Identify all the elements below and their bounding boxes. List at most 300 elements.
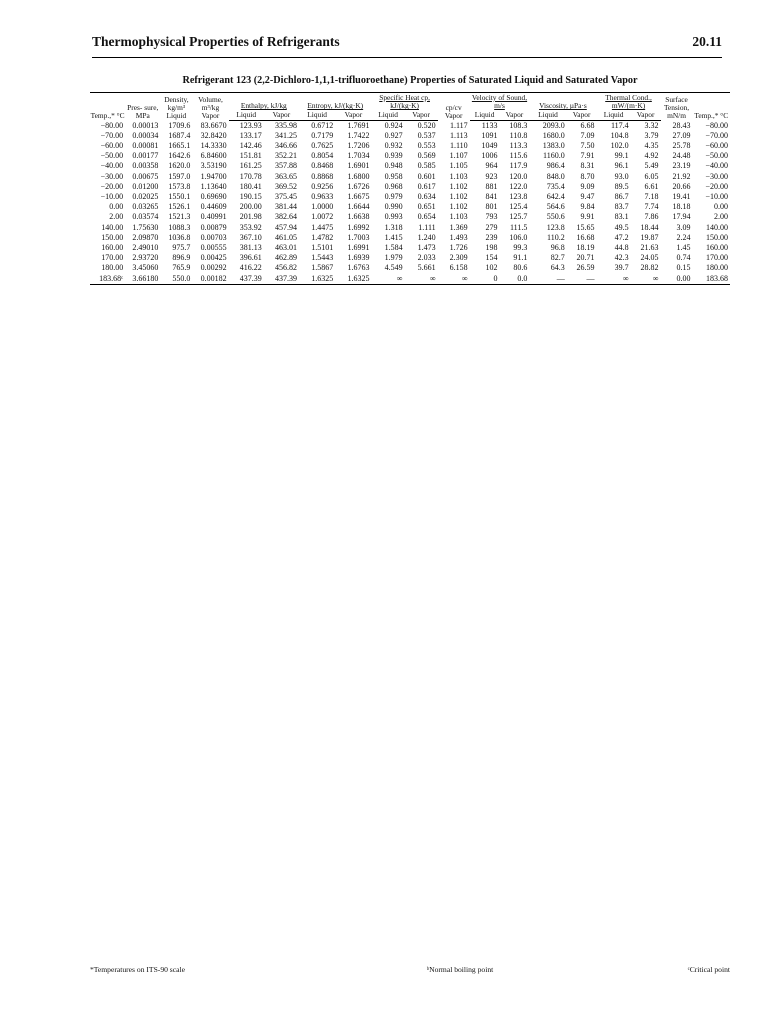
table-cell: 5.49 [644,160,659,170]
table-cell: 550.0 [160,273,192,285]
table-cell: 39.7 [614,262,629,272]
table-cell: 1.6726 [347,181,370,191]
table-cell: 0.40991 [200,211,227,221]
table-cell: 1.45 [676,242,691,252]
table-cell: 896.9 [172,252,191,262]
sub-liquid: Liquid [470,111,500,121]
col-velocity: Velocity of Sound, m/s [471,93,528,111]
table-cell: −60.00 [705,140,728,150]
table-cell: 462.89 [275,252,297,262]
table-cell: 86.7 [614,191,629,201]
table-cell: 1.110 [449,140,468,150]
table-cell: 1.7206 [347,140,370,150]
table-cell: ∞ [631,273,661,285]
table-cell: 1.7003 [347,232,370,242]
table-cell: 352.21 [275,150,297,160]
table-cell: 102.0 [610,140,629,150]
col-enthalpy: Enthalpy, kJ/kg [240,101,287,111]
col-surface-tension: Surface Tension, mN/m [663,94,690,121]
table-cell: 5.661 [417,262,436,272]
table-cell: 0.9256 [311,181,334,191]
table-cell: 1.369 [449,222,468,232]
table-cell: 1.6763 [347,262,370,272]
table-cell: 0.968 [384,181,403,191]
table-cell: 93.0 [614,171,629,181]
col-temp-right: Temp.,* °C [694,111,729,121]
table-cell: 986.4 [546,160,565,170]
table-cell: 150.00 [706,232,728,242]
header-row-1 [90,93,730,111]
table-cell: 83.1 [614,211,629,221]
table-cell: 17.94 [672,211,691,221]
table-cell: 6.61 [644,181,659,191]
table-cell: 975.7 [172,242,191,252]
table-cell: 117.9 [509,160,528,170]
table-cell: 1.0000 [311,201,334,211]
table-cell: 4.35 [644,140,659,150]
table-cell: 457.94 [275,222,297,232]
table-cell: 1.473 [417,242,436,252]
table-cell: 201.98 [239,211,262,221]
table-cell: 115.6 [509,150,528,160]
table-cell: 0.924 [384,120,403,130]
table-cell: 375.45 [275,191,297,201]
table-cell: 793 [485,211,498,221]
table-cell: 102 [485,262,498,272]
col-entropy: Entropy, kJ/(kg·K) [307,101,364,111]
table-cell: 150.00 [101,232,124,242]
sub-liquid: Liquid [597,111,631,121]
sub-liquid: Liquid [529,111,566,121]
table-cell: 1.103 [449,211,468,221]
table-row [90,171,730,182]
table-cell: 0.654 [417,211,436,221]
table-cell: 0.00425 [200,252,227,262]
table-cell: 765.9 [172,262,191,272]
table-cell: 21.63 [640,242,659,252]
page-number: 20.11 [692,34,722,49]
table-cell: 18.18 [672,201,691,211]
table-cell: 2.49010 [132,242,159,252]
sub-vapor: Vapor [335,111,371,121]
table-cell: 7.91 [580,150,595,160]
table-cell: 47.2 [614,232,629,242]
table-cell: 82.7 [550,252,565,262]
table-cell: 381.13 [239,242,262,252]
table-cell: 1.6991 [347,242,370,252]
table-cell: 279 [485,222,498,232]
table-cell: 357.88 [275,160,297,170]
table-cell: 353.92 [239,222,262,232]
table-cell: 19.41 [672,191,691,201]
table-cell: 0.74 [676,252,691,262]
table-cell: 0.8054 [311,150,334,160]
table-cell: 6.84600 [200,150,227,160]
sub-liquid: Liquid [299,111,335,121]
table-cell: 0.9633 [311,191,334,201]
table-row [90,253,730,263]
table-row [90,182,730,192]
table-cell: 0.990 [384,201,403,211]
table-cell: 7.86 [644,211,659,221]
col-pressure: Pres- sure, MPa [127,102,159,121]
table-cell: — [529,273,566,285]
table-cell: 1.117 [449,120,468,130]
table-cell: 140.00 [706,222,728,232]
table-cell: −50.00 [100,150,124,160]
table-cell: 19.87 [640,232,659,242]
table-cell: 24.48 [672,150,691,160]
table-cell: 0.00675 [132,171,159,181]
table-cell: 117.4 [610,120,629,130]
col-specific-heat: Specific Heat cp, kJ/(kg·K) [379,93,430,111]
table-caption: Refrigerant 123 (2,2-Dichloro-1,1,1-trifluoroethane) Properties of Saturated Liquid and Saturated Vapor [182,75,638,86]
table-cell: 7.09 [580,130,595,140]
table-cell: 335.98 [275,120,297,130]
table-cell: 4.92 [644,150,659,160]
table-cell: 123.8 [546,222,565,232]
table-cell: −60.00 [100,140,124,150]
table-cell: 20.66 [672,181,691,191]
table-cell: 1665.1 [168,140,191,150]
table-cell: 0.932 [384,140,403,150]
table-cell: 437.39 [264,273,299,285]
table-cell: 15.65 [576,222,595,232]
table-cell: 461.05 [275,232,297,242]
table-cell: 1.6325 [335,273,371,285]
table-cell: 848.0 [546,171,565,181]
table-cell: −20.00 [100,181,124,191]
table-cell: 1680.0 [542,130,565,140]
table-cell: 0.01200 [132,181,159,191]
table-cell: ∞ [597,273,631,285]
table-cell: 9.09 [580,181,595,191]
table-cell: 183.68 [693,273,730,285]
table-cell: 0.617 [417,181,436,191]
table-cell: 1709.6 [168,120,191,130]
table-cell: 1.493 [449,232,468,242]
table-cell: 8.31 [580,160,595,170]
table-row [90,233,730,243]
table-cell: 24.05 [640,252,659,262]
table-cell: 463.01 [275,242,297,252]
table-row [90,243,730,253]
table-cell: 9.84 [580,201,595,211]
table-cell: 120.0 [509,171,528,181]
table-cell: 3.79 [644,130,659,140]
table-cell: 0.00 [661,273,693,285]
table-cell: 123.93 [239,120,262,130]
table-cell: 381.44 [275,201,297,211]
table-cell: 2.309 [449,252,468,262]
table-cell: 91.1 [513,252,528,262]
col-thermal-cond: Thermal Cond., mW/(m·K) [605,93,652,111]
table-cell: 151.81 [239,150,262,160]
table-cell: 1.102 [449,201,468,211]
table-cell: 1.6939 [347,252,370,262]
table-cell: 2.033 [417,252,436,262]
col-viscosity: Viscosity, µPa·s [539,101,587,111]
sub-vapor: Vapor [500,111,530,121]
table-cell: 123.8 [509,191,528,201]
table-cell: −70.00 [705,130,728,140]
table-row [90,192,730,202]
table-cell: 25.78 [672,140,691,150]
table-cell: 0.00 [714,201,728,211]
table-cell: 9.91 [580,211,595,221]
table-cell: 0.03574 [132,211,159,221]
table-cell: −30.00 [705,171,728,181]
table-cell: 1550.1 [168,191,191,201]
table-cell: 122.0 [509,181,528,191]
table-footnotes [90,965,730,974]
table-cell: 2.09870 [132,232,159,242]
table-cell: 161.25 [239,160,262,170]
table-cell: 200.00 [239,201,262,211]
table-cell: 1521.3 [168,211,191,221]
table-cell: 2.93720 [132,252,159,262]
table-cell: 23.19 [672,160,691,170]
table-cell: 1160.0 [542,150,565,160]
table-cell: 0.993 [384,211,403,221]
table-cell: 49.5 [614,222,629,232]
table-cell: 0.537 [417,130,436,140]
table-cell: 6.05 [644,171,659,181]
table-cell: −80.00 [705,120,728,130]
table-cell: 1.105 [449,160,468,170]
table-cell: 0.569 [417,150,436,160]
table-cell: 0.03265 [132,201,159,211]
table-cell: ∞ [405,273,438,285]
table-cell: 125.7 [509,211,528,221]
table-cell: 0.585 [417,160,436,170]
table-cell: 3.66180 [125,273,160,285]
table-cell: 1.584 [384,242,403,252]
table-cell: 1006 [481,150,498,160]
table-cell: 1.13640 [200,181,227,191]
table-cell: 382.64 [275,211,297,221]
table-cell: 99.1 [614,150,629,160]
table-cell: 0.00034 [132,130,159,140]
table-cell: 3.09 [676,222,691,232]
col-volume: Volume, m³/kg Vapor [198,94,223,121]
table-cell: 99.3 [513,242,528,252]
header-rule [92,57,722,58]
table-row [90,222,730,233]
table-cell: 1.5867 [311,262,334,272]
table-cell: 1.6638 [347,211,370,221]
table-row [90,131,730,141]
table-cell: 180.00 [706,262,728,272]
table-cell: 42.3 [614,252,629,262]
table-cell: 113.3 [509,140,528,150]
table-cell: 0.00 [109,201,124,211]
table-cell: 27.09 [672,130,691,140]
table-cell: 0.00182 [192,273,228,285]
sub-vapor: Vapor [567,111,597,121]
table-cell: 642.4 [546,191,565,201]
table-cell: 0.651 [417,201,436,211]
table-cell: 239 [485,232,498,242]
table-cell: 1.7691 [347,120,370,130]
table-cell: 1.6800 [347,171,370,181]
table-cell: 1620.0 [168,160,191,170]
table-cell: 1.240 [417,232,436,242]
table-cell: 180.41 [239,181,262,191]
table-cell: 0.979 [384,191,403,201]
table-cell: 1642.6 [168,150,191,160]
table-cell: 1.726 [449,242,468,252]
table-cell: 1088.3 [168,222,191,232]
table-cell: 923 [485,171,498,181]
table-cell: 1.979 [384,252,403,262]
table-cell: 170.00 [706,252,728,262]
table-cell: 801 [485,201,498,211]
table-cell: 1.103 [449,171,468,181]
table-cell: −40.00 [705,160,728,170]
table-cell: 190.15 [239,191,262,201]
table-cell: 1.102 [449,181,468,191]
table-cell: 4.549 [384,262,403,272]
table-cell: 437.39 [229,273,264,285]
table-cell: 28.82 [640,262,659,272]
table-cell: 142.46 [239,140,262,150]
table-cell: 8.70 [580,171,595,181]
col-density: Density, kg/m³ Liquid [164,94,189,121]
table-cell: −20.00 [705,181,728,191]
footnote-critical-point: ᶜCritical point [687,965,730,974]
table-cell: 20.71 [576,252,595,262]
table-cell: 550.6 [546,211,565,221]
table-cell: 1.415 [384,232,403,242]
table-cell: 180.00 [101,262,124,272]
table-cell: 6.68 [580,120,595,130]
table-row [90,212,730,222]
table-body [90,120,730,284]
table-cell: −10.00 [100,191,124,201]
table-cell: 1.6325 [299,273,335,285]
table-cell: 0.8468 [311,160,334,170]
table-row [90,273,730,285]
table-cell: 1573.8 [168,181,191,191]
table-cell: 111.5 [509,222,528,232]
table-cell: 456.82 [275,262,297,272]
table-cell: 0.520 [417,120,436,130]
footnote-temperature: *Temperatures on ITS-90 scale [90,965,185,974]
table-cell: 1.94700 [200,171,227,181]
table-cell: 16.68 [576,232,595,242]
table-cell: 0.553 [417,140,436,150]
properties-table [90,92,730,285]
table-cell: 18.19 [576,242,595,252]
table-cell: 564.6 [546,201,565,211]
table-cell: 1.4475 [311,222,334,232]
table-cell: 0.00292 [200,262,227,272]
table-cell: 0.00555 [200,242,227,252]
table-cell: 2.00 [714,211,728,221]
table-cell: 110.8 [509,130,528,140]
table-row [90,161,730,171]
table-cell: 1.107 [449,150,468,160]
table-cell: 160.00 [101,242,124,252]
table-cell: 1.75630 [132,222,159,232]
table-cell: 1.7034 [347,150,370,160]
table-cell: 369.52 [275,181,297,191]
table-cell: 1.7422 [347,130,370,140]
table-cell: 64.3 [550,262,565,272]
table-cell: ∞ [372,273,405,285]
table-cell: 1049 [481,140,498,150]
table-cell: 0 [470,273,500,285]
table-cell: 1.5101 [311,242,334,252]
table-cell: 0.634 [417,191,436,201]
sub-vapor: Vapor [264,111,299,121]
table-cell: 0.601 [417,171,436,181]
table-cell: — [567,273,597,285]
table-cell: ∞ [438,273,470,285]
col-temp: Temp.,* °C [90,111,125,121]
table-cell: 3.32 [644,120,659,130]
table-cell: 18.44 [640,222,659,232]
table-cell: 7.74 [644,201,659,211]
table-cell: 367.10 [239,232,262,242]
table-row [90,202,730,212]
table-cell: 0.02025 [132,191,159,201]
table-cell: 1.6901 [347,160,370,170]
table-cell: 28.43 [672,120,691,130]
table-cell: 96.8 [550,242,565,252]
table-cell: 0.7179 [311,130,334,140]
table-cell: 106.0 [509,232,528,242]
table-cell: 104.8 [610,130,629,140]
table-cell: 26.59 [576,262,595,272]
table-cell: 0.7625 [311,140,334,150]
table-cell: 110.2 [546,232,565,242]
table-cell: 363.65 [275,171,297,181]
table-cell: 198 [485,242,498,252]
table-cell: 44.8 [614,242,629,252]
table-cell: 1.6644 [347,201,370,211]
sub-vapor: Vapor [405,111,438,121]
sub-liquid: Liquid [229,111,264,121]
table-cell: 125.4 [509,201,528,211]
table-cell: 133.17 [239,130,262,140]
table-cell: 416.22 [239,262,262,272]
table-cell: 1.0072 [311,211,334,221]
table-cell: 83.6670 [200,120,227,130]
table-cell: 1526.1 [168,201,191,211]
table-cell: 841 [485,191,498,201]
table-cell: 0.939 [384,150,403,160]
footnote-boiling-point: ᵇNormal boiling point [426,965,494,974]
table-cell: 0.69690 [200,191,227,201]
table-cell: 170.00 [101,252,124,262]
table-cell: 140.00 [101,222,124,232]
table-cell: 964 [485,160,498,170]
table-cell: 7.50 [580,140,595,150]
table-cell: 2.24 [676,232,691,242]
table-cell: 1.113 [449,130,468,140]
table-cell: −30.00 [100,171,124,181]
table-cell: 0.00177 [132,150,159,160]
page-header [92,34,722,56]
table-cell: 1.4782 [311,232,334,242]
table-cell: 1.5443 [311,252,334,262]
table-row [90,151,730,161]
table-cell: 1.6675 [347,191,370,201]
table-row [90,263,730,273]
table-cell: 3.45060 [132,262,159,272]
